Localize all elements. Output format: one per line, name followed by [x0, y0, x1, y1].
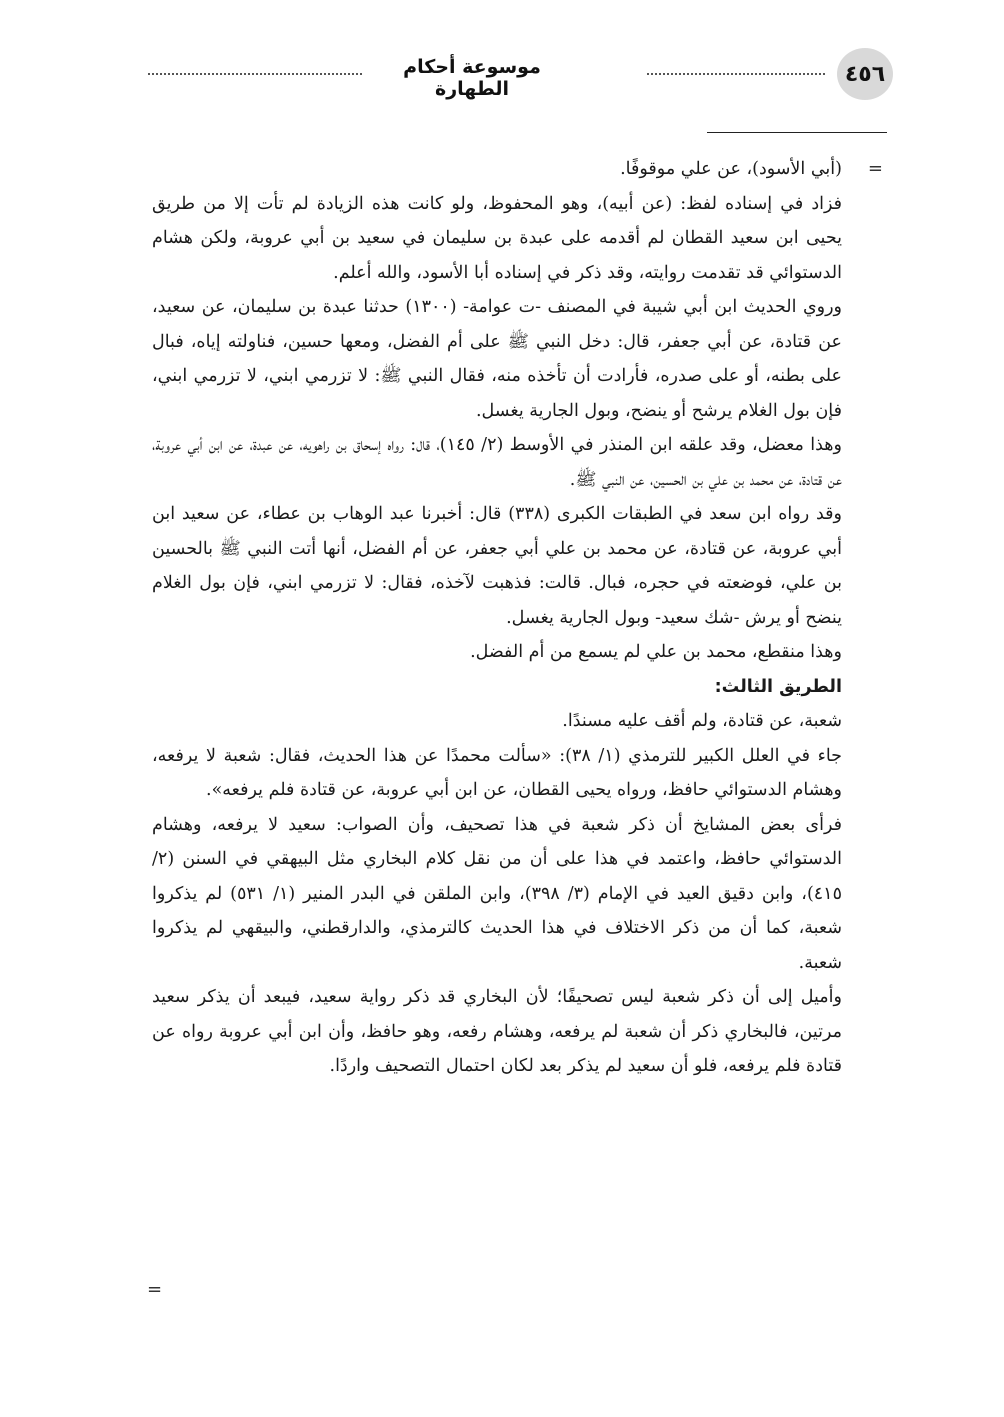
header-dotted-rule-right [647, 73, 825, 75]
paragraph: (أبي الأسود)، عن علي موقوفًا. [620, 159, 842, 179]
continuation-mark-top: = [867, 158, 883, 179]
header-dotted-rule-left [148, 73, 362, 75]
book-title: موسوعة أحكام الطهارة [403, 56, 541, 100]
paragraph: فرأى بعض المشايخ أن ذكر شعبة في هذا تصحيف، وأن الصواب: سعيد لا يرفعه، وهشام الدستوائي حافظ، واعتمد في هذا على أن من نقل كلام البخاري مثل البيهقي في السنن (٢/ ٤١٥)، وابن دقيق العيد في الإمام (٣/ ٣٩٨)، وابن الملقن في البدر المنير (١/ ٥٣١) لم يذكروا شعبة، كما أن من ذكر الاختلاف في هذا الحديث كالترمذي، والدارقطني، والبيقهي لم يذكروا شعبة. [152, 814, 842, 973]
page-number-badge: ٤٥٦ [837, 48, 893, 100]
paragraph: شعبة، عن قتادة، ولم أقف عليه مسندًا. [562, 711, 842, 731]
paragraph: وقد رواه ابن سعد في الطبقات الكبرى (٣٣٨) قال: أخبرنا عبد الوهاب بن عطاء، عن سعيد ابن أبي عروبة، عن قتادة، عن محمد بن علي أبي جعفر، عن أم الفضل، أنها أتت النبي ﷺ بالحسين بن علي، فوضعته في حجره، فبال. قالت: فذهبت لآخذه، فقال: لا تزرمي ابني، فإن بول الغلام ينضح أو يرش -شك سعيد- وبول الجارية يغسل. [152, 504, 842, 628]
paragraph: وأميل إلى أن ذكر شعبة ليس تصحيفًا؛ لأن البخاري قد ذكر رواية سعيد، فيبعد أن يذكر سعيد مرتين، فالبخاري ذكر أن شعبة لم يرفعه، وهشام رفعه، وهو حافظ، وأن ابن أبي عروبة رواه عن قتادة فلم يرفعه، فلو أن سعيد لم يذكر بعد لكان احتمال التصحيف واردًا. [152, 987, 842, 1076]
section-heading: الطريق الثالث: [714, 676, 842, 697]
paragraph: فزاد في إسناده لفظ: (عن أبيه)، وهو المحفوظ، ولو كانت هذه الزيادة لم تأت إلا من طريق يحيى ابن سعيد القطان لم أقدمه على عبدة بن سليمان في سعيد بن أبي عروبة، ولكن هشام الدستوائي قد تقدمت روايته، وقد ذكر في إسناده أبا الأسود، والله أعلم. [152, 193, 842, 283]
paragraph: جاء في العلل الكبير للترمذي (١/ ٣٨): «سألت محمدًا عن هذا الحديث، فقال: شعبة لا يرفعه، وهشام الدستوائي حافظ، ورواه يحيى القطان، عن ابن أبي عروبة، عن قتادة فلم يرفعه». [152, 745, 842, 800]
footnote-body [152, 152, 842, 1084]
paragraph: وهذا معضل، وقد علقه ابن المنذر في الأوسط (٢/ ١٤٥)، قال: رواه إسحاق بن راهويه، عن عبدة، عن ابن أبي عروبة، عن قتادة، عن محمد بن علي بن الحسين، عن النبي ﷺ. [152, 435, 842, 490]
page-header [148, 48, 893, 100]
paragraph: وهذا منقطع، محمد بن علي لم يسمع من أم الفضل. [470, 642, 842, 662]
paragraph: وروي الحديث ابن أبي شيبة في المصنف -ت عوامة- (١٣٠٠) حدثنا عبدة بن سليمان، عن سعيد، عن قتادة، عن أبي جعفر، قال: دخل النبي ﷺ على أم الفضل، ومعها حسين، فناولته إياه، فبال على بطنه، أو على صدره، فأرادت أن تأخذه منه، فقال النبي ﷺ: لا تزرمي ابني، لا تزرمي ابني، فإن بول الغلام يرشح أو ينضح، وبول الجارية يغسل. [152, 297, 843, 421]
continuation-mark-bottom: = [147, 1279, 163, 1300]
footnote-separator [707, 132, 887, 133]
